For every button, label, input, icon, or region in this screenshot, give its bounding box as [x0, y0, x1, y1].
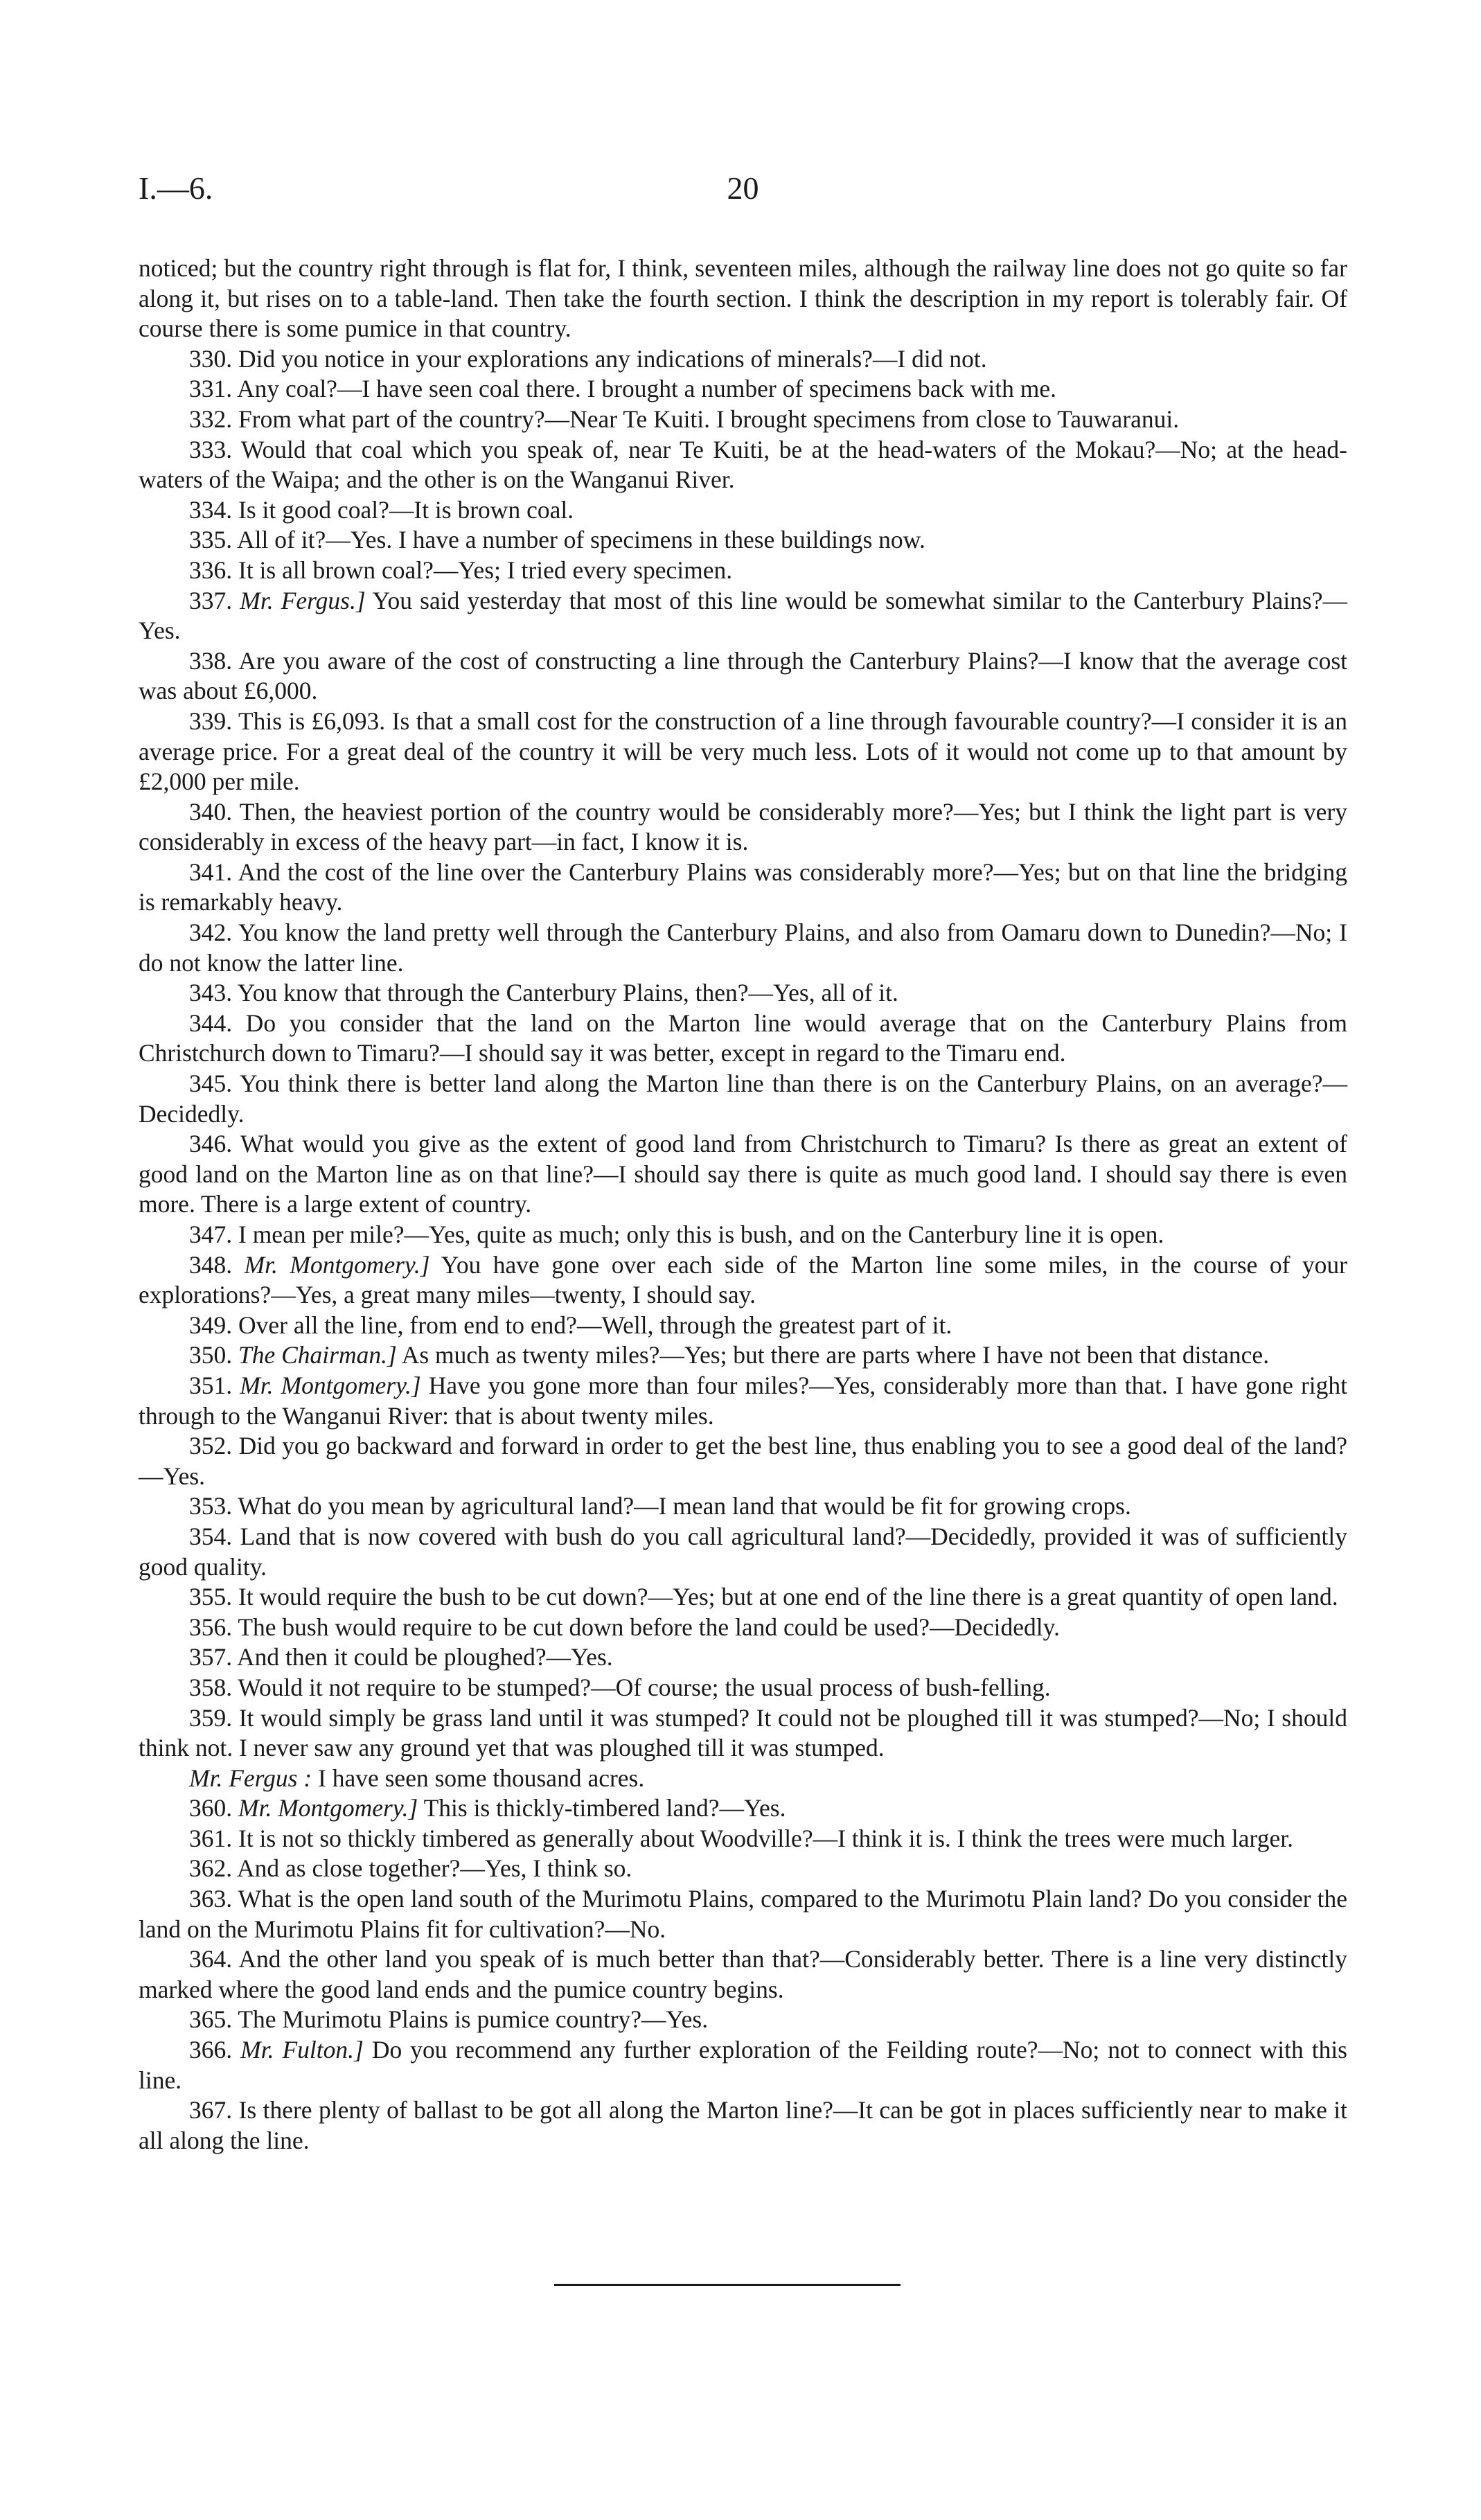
- paragraph: [139, 2035, 1347, 2095]
- paragraph: [139, 1824, 1347, 1854]
- paragraph: [139, 1793, 1347, 1824]
- paragraph: [139, 2005, 1347, 2035]
- speaker-name: Mr. Fulton.]: [240, 2036, 364, 2064]
- speaker-name: The Chairman.]: [238, 1341, 397, 1369]
- paragraph: [139, 344, 1347, 375]
- paragraph: [139, 797, 1347, 858]
- paragraph-text: I have seen some thousand acres.: [318, 1764, 645, 1792]
- paragraph: [139, 1431, 1347, 1491]
- page-header: [139, 170, 1347, 218]
- paragraph-text: Do you recommend any further exploration of the Feilding route?—No; not to connect with this line.: [139, 2036, 1347, 2094]
- paragraph-text: 367. Is there plenty of ballast to be got all along the Marton line?—It can be got in places sufficiently near to make it all along the line.: [139, 2096, 1347, 2154]
- paragraph-text: 345. You think there is better land along the Marton line than there is on the Canterbury Plains, on an average?—Decidedly.: [139, 1070, 1347, 1128]
- question-number: 350.: [189, 1341, 233, 1369]
- question-number: 348.: [189, 1250, 233, 1279]
- paragraph-text: 331. Any coal?—I have seen coal there. I brought a number of specimens back with me.: [189, 375, 1056, 403]
- paragraph-text: noticed; but the country right through is flat for, I think, seventeen miles, although the railway line does not go quite so far along it, but rises on to a table-land. Then take the fourth section. I think the description in my report is tolerably fair. Of course there is some pumice in that country.: [139, 254, 1347, 343]
- paragraph: [139, 1673, 1347, 1703]
- paragraph: [139, 1129, 1347, 1220]
- paragraph: [139, 556, 1347, 586]
- paragraph: [139, 1311, 1347, 1341]
- paragraph-text: 354. Land that is now covered with bush do you call agricultural land?—Decidedly, provided it was of sufficiently good quality.: [139, 1522, 1347, 1581]
- paragraph: [139, 1371, 1347, 1431]
- paragraph-text: 342. You know the land pretty well through the Canterbury Plains, and also from Oamaru down to Dunedin?—No; I do not know the latter line.: [139, 919, 1347, 977]
- paragraph-text: 340. Then, the heaviest portion of the country would be considerably more?—Yes; but I think the light part is very considerably in excess of the heavy part—in fact, I know it is.: [139, 797, 1347, 856]
- paragraph: [139, 918, 1347, 978]
- paragraph: [139, 707, 1347, 797]
- paragraph-text: 343. You know that through the Canterbury Plains, then?—Yes, all of it.: [189, 979, 898, 1007]
- paragraph-text: 338. Are you aware of the cost of constructing a line through the Canterbury Plains?—I know that the average cost was about £6,000.: [139, 646, 1347, 705]
- paragraph: [139, 435, 1347, 495]
- paragraph: [139, 1491, 1347, 1522]
- question-number: 360.: [189, 1794, 233, 1822]
- paragraph-text: You said yesterday that most of this line would be somewhat similar to the Canterbury Plains?—Yes.: [139, 586, 1347, 645]
- speaker-name: Mr. Fergus :: [189, 1764, 312, 1792]
- paragraph-text: 333. Would that coal which you speak of, near Te Kuiti, be at the head-waters of the Mokau?—No; at the head-waters of the Waipa; and the other is on the Wanganui River.: [139, 435, 1347, 494]
- paragraph-text: 347. I mean per mile?—Yes, quite as much; only this is bush, and on the Canterbury line it is open.: [189, 1221, 1164, 1248]
- paragraph-text: 355. It would require the bush to be cut down?—Yes; but at one end of the line there is a great quantity of open land.: [189, 1583, 1338, 1611]
- paragraph-text: 335. All of it?—Yes. I have a number of specimens in these buildings now.: [189, 526, 925, 554]
- end-rule: [554, 2284, 901, 2286]
- paragraph: [139, 374, 1347, 405]
- paper-reference: I.—6.: [139, 170, 213, 206]
- paragraph-text: 356. The bush would require to be cut down before the land could be used?—Decidedly.: [189, 1613, 1060, 1641]
- speaker-name: Mr. Fergus.]: [240, 586, 366, 614]
- paragraph-text: 365. The Murimotu Plains is pumice country?—Yes.: [189, 2005, 709, 2034]
- paragraph-text: 339. This is £6,093. Is that a small cost for the construction of a line through favourable country?—I consider it is an average price. For a great deal of the country it will be very much less. Lots of it would not come up to that amount by £2,000 per mile.: [139, 707, 1347, 796]
- paragraph: [139, 1613, 1347, 1643]
- question-number: 366.: [189, 2036, 233, 2064]
- paragraph: [139, 495, 1347, 526]
- paragraph-text: 336. It is all brown coal?—Yes; I tried every specimen.: [189, 556, 733, 584]
- paragraph-text: 330. Did you notice in your explorations any indications of minerals?—I did not.: [189, 344, 987, 373]
- paragraph: [139, 1220, 1347, 1250]
- paragraph-text: 362. And as close together?—Yes, I think so.: [189, 1854, 632, 1883]
- paragraph-text: 359. It would simply be grass land until it was stumped? It could not be ploughed till it was stumped?—No; I should think not. I never saw any ground yet that was ploughed till it was stumped.: [139, 1703, 1347, 1762]
- speaker-name: Mr. Montgomery.]: [240, 1371, 421, 1399]
- paragraph: [139, 1069, 1347, 1129]
- paragraph-text: Have you gone more than four miles?—Yes, considerably more than that. I have gone right through to the Wanganui River: that is about twenty miles.: [139, 1371, 1348, 1430]
- paragraph-text: This is thickly-timbered land?—Yes.: [423, 1794, 786, 1822]
- page-number: 20: [727, 170, 759, 206]
- paragraph-text: 352. Did you go backward and forward in order to get the best line, thus enabling you to see a good deal of the land?—Yes.: [139, 1432, 1347, 1490]
- paragraph: [139, 1522, 1347, 1582]
- paragraph-text: 363. What is the open land south of the Murimotu Plains, compared to the Murimotu Plain land? Do you consider the land on the Murimotu Plains fit for cultivation?—No.: [139, 1885, 1347, 1943]
- paragraph: [139, 978, 1347, 1009]
- paragraph: [139, 1764, 1347, 1794]
- paragraph-text: 357. And then it could be ploughed?—Yes.: [189, 1643, 613, 1671]
- paragraph: [139, 586, 1347, 646]
- paragraph: [139, 1582, 1347, 1613]
- speaker-name: Mr. Montgomery.]: [244, 1250, 430, 1279]
- paragraph-text: 332. From what part of the country?—Near Te Kuiti. I brought specimens from close to Tauwaranui.: [189, 405, 1180, 433]
- paragraph: [139, 1340, 1347, 1371]
- speaker-name: Mr. Montgomery.]: [238, 1794, 418, 1822]
- paragraph-text: 353. What do you mean by agricultural land?—I mean land that would be fit for growing crops.: [189, 1492, 1131, 1520]
- paragraph-text: 346. What would you give as the extent of good land from Christchurch to Timaru? Is there as great an extent of good land on the Marton line as on that line?—I should say there is quite as much good land. I should say there is even more. There is a large extent of country.: [139, 1130, 1347, 1218]
- paragraph: [139, 1703, 1347, 1764]
- evidence-text: [139, 254, 1347, 2156]
- paragraph: [139, 1884, 1347, 1944]
- paragraph: [139, 646, 1347, 707]
- paragraph-text: 341. And the cost of the line over the Canterbury Plains was considerably more?—Yes; but on that line the bridging is remarkably heavy.: [139, 858, 1347, 916]
- paragraph: [139, 1642, 1347, 1673]
- paragraph-text: 358. Would it not require to be stumped?—Of course; the usual process of bush-felling.: [189, 1673, 1051, 1701]
- paragraph: [139, 2095, 1347, 2156]
- paragraph: [139, 525, 1347, 556]
- question-number: 337.: [189, 586, 233, 614]
- paragraph: [139, 405, 1347, 435]
- paragraph: [139, 1944, 1347, 2005]
- paragraph-text: 349. Over all the line, from end to end?—Well, through the greatest part of it.: [189, 1311, 952, 1339]
- paragraph: [139, 1250, 1347, 1311]
- paragraph: [139, 254, 1347, 344]
- paragraph: [139, 1854, 1347, 1884]
- paragraph-text: 334. Is it good coal?—It is brown coal.: [189, 495, 574, 524]
- paragraph-text: 364. And the other land you speak of is much better than that?—Considerably better. There is a line very distinctly marked where the good land ends and the pumice country begins.: [139, 1945, 1347, 2003]
- paragraph: [139, 858, 1347, 918]
- paragraph-text: 361. It is not so thickly timbered as generally about Woodville?—I think it is. I think the trees were much larger.: [189, 1824, 1293, 1852]
- paragraph: [139, 1009, 1347, 1069]
- paragraph-text: 344. Do you consider that the land on the Marton line would average that on the Canterbury Plains from Christchurch down to Timaru?—I should say it was better, except in regard to the Timaru end.: [139, 1009, 1347, 1067]
- question-number: 351.: [189, 1371, 233, 1399]
- paragraph-text: As much as twenty miles?—Yes; but there are parts where I have not been that distance.: [401, 1341, 1270, 1369]
- paragraph-text: You have gone over each side of the Marton line some miles, in the course of your explorations?—Yes, a great many miles—twenty, I should say.: [139, 1250, 1347, 1309]
